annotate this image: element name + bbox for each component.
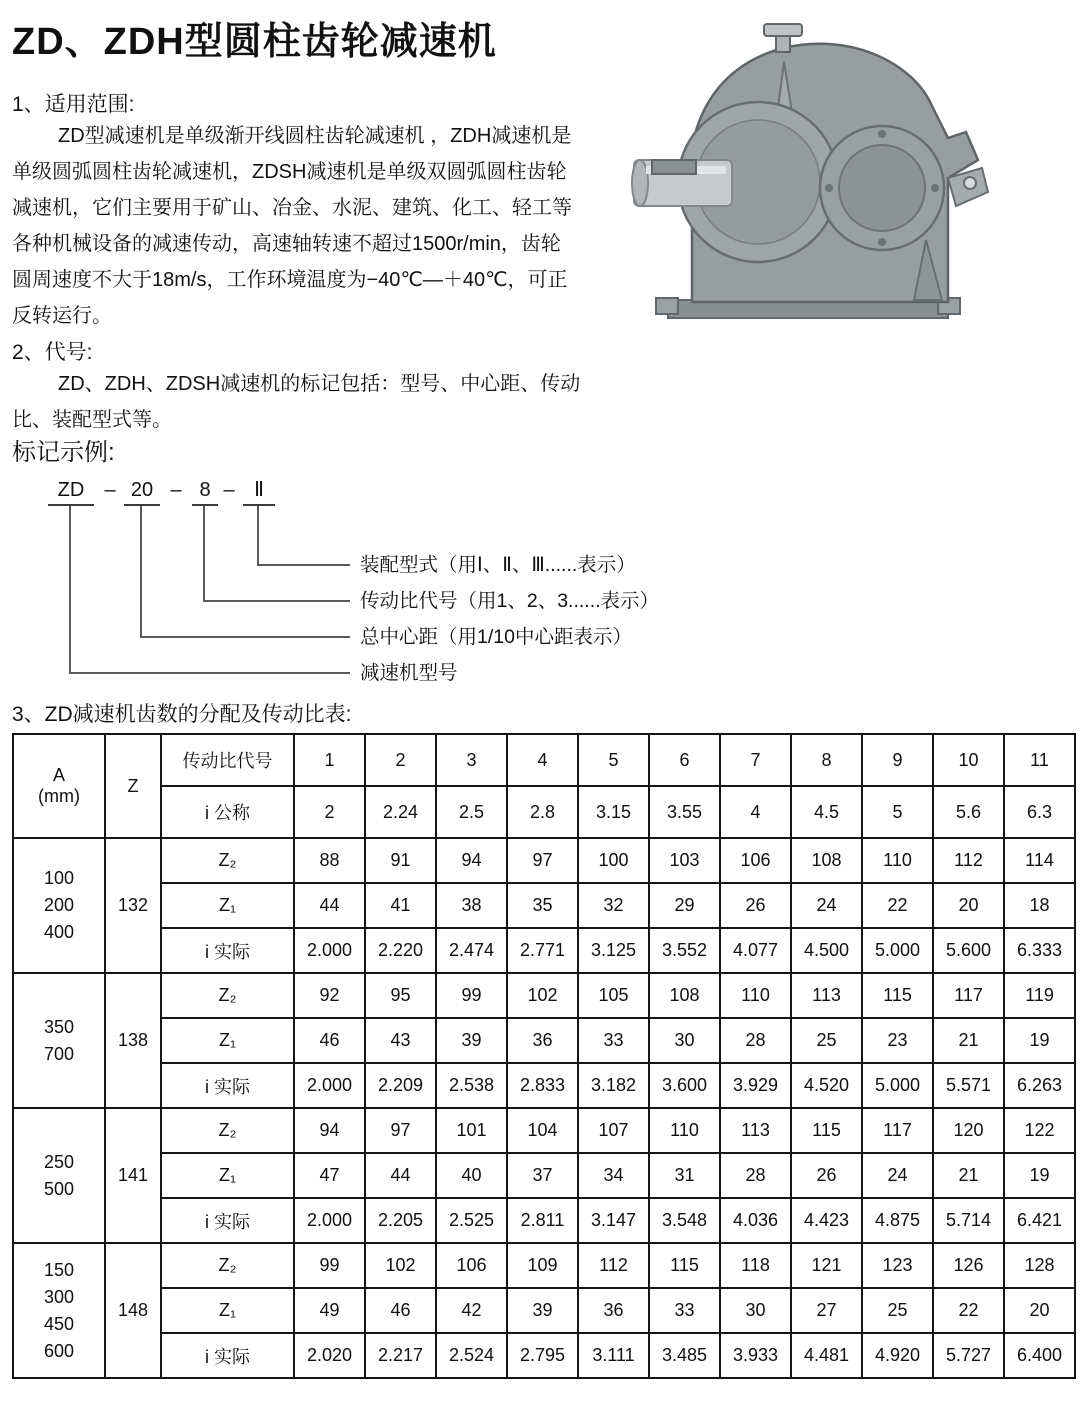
i-actual-cell: 3.552 — [649, 928, 720, 973]
base-foot-left — [656, 298, 678, 314]
a-value: 100 — [43, 868, 75, 888]
z2-cell: 112 — [933, 838, 1004, 883]
i-nominal-cell: 5 — [862, 786, 933, 838]
a-value: 700 — [43, 1043, 75, 1064]
z-total-cell: 138 — [105, 973, 161, 1108]
z1-cell: 35 — [507, 883, 578, 928]
z1-cell: 36 — [507, 1018, 578, 1063]
z1-cell: 39 — [436, 1018, 507, 1063]
z-total-cell: 148 — [105, 1243, 161, 1378]
leader-line — [69, 672, 350, 674]
z2-cell: 110 — [649, 1108, 720, 1153]
z-total-cell: 132 — [105, 838, 161, 973]
i-nominal-row-label: i 公称 — [161, 786, 294, 838]
z2-cell: 114 — [1004, 838, 1075, 883]
z1-cell: 24 — [862, 1153, 933, 1198]
a-value: 300 — [43, 1286, 75, 1307]
z1-cell: 29 — [649, 883, 720, 928]
i-actual-cell: 3.111 — [578, 1333, 649, 1378]
z2-cell: 113 — [720, 1108, 791, 1153]
ratio-code-cell: 3 — [436, 734, 507, 786]
i-actual-cell: 2.020 — [294, 1333, 365, 1378]
bolt — [878, 238, 886, 246]
i-actual-cell: 5.714 — [933, 1198, 1004, 1243]
i-actual-cell: 5.600 — [933, 928, 1004, 973]
leader-line — [140, 506, 142, 638]
z2-cell: 95 — [365, 973, 436, 1018]
ratio-code-cell: 4 — [507, 734, 578, 786]
end-cover-inner — [839, 145, 925, 231]
z1-cell: 30 — [720, 1288, 791, 1333]
ratio-code-cell: 1 — [294, 734, 365, 786]
z1-cell: 24 — [791, 883, 862, 928]
z2-cell: 97 — [365, 1108, 436, 1153]
text-line: 各种机械设备的减速传动，高速轴转速不超过1500r/min，齿轮 — [12, 233, 561, 255]
designation-diagram — [12, 478, 772, 700]
a-value: 250 — [43, 1151, 75, 1172]
z2-cell: 99 — [436, 973, 507, 1018]
breather-stem — [776, 36, 790, 52]
row-label-z2: Z₂ — [161, 838, 294, 883]
bolt — [825, 184, 833, 192]
z2-cell: 102 — [365, 1243, 436, 1288]
section3-heading: 3、ZD减速机齿数的分配及传动比表: — [12, 703, 352, 726]
z2-cell: 109 — [507, 1243, 578, 1288]
row-label-z1: Z₁ — [161, 1018, 294, 1063]
a-value: 450 — [43, 1313, 75, 1334]
z1-cell: 49 — [294, 1288, 365, 1333]
i-actual-cell: 2.220 — [365, 928, 436, 973]
ratio-code-cell: 6 — [649, 734, 720, 786]
z2-cell: 102 — [507, 973, 578, 1018]
section2-heading: 2、代号: — [12, 341, 93, 364]
col-a-header — [13, 734, 105, 838]
i-actual-cell: 2.474 — [436, 928, 507, 973]
table-row — [13, 883, 1075, 928]
i-actual-cell: 5.727 — [933, 1333, 1004, 1378]
table-row — [13, 1333, 1075, 1378]
leader-line — [257, 564, 350, 566]
z1-cell: 25 — [862, 1288, 933, 1333]
row-label-z1: Z₁ — [161, 1153, 294, 1198]
row-label-i-actual: i 实际 — [161, 1198, 294, 1243]
z1-cell: 32 — [578, 883, 649, 928]
z2-cell: 99 — [294, 1243, 365, 1288]
i-actual-cell: 3.147 — [578, 1198, 649, 1243]
a-value: 600 — [43, 1340, 75, 1361]
text-line: 反转运行。 — [12, 305, 112, 327]
i-actual-cell: 3.182 — [578, 1063, 649, 1108]
z2-cell: 94 — [436, 838, 507, 883]
a-value: 400 — [43, 922, 75, 942]
z1-cell: 19 — [1004, 1153, 1075, 1198]
col-z-header: Z — [105, 734, 161, 838]
table-row — [13, 734, 1075, 786]
leader-line — [203, 600, 350, 602]
z1-cell: 23 — [862, 1018, 933, 1063]
z2-cell: 105 — [578, 973, 649, 1018]
label-center-distance: 总中心距（用1/10中心距表示） — [360, 626, 632, 648]
row-label-i-actual: i 实际 — [161, 1063, 294, 1108]
i-actual-cell: 2.525 — [436, 1198, 507, 1243]
z2-cell: 113 — [791, 973, 862, 1018]
row-label-i-actual: i 实际 — [161, 1333, 294, 1378]
i-actual-cell: 2.524 — [436, 1333, 507, 1378]
a-value: 150 — [43, 1259, 75, 1280]
i-actual-cell: 2.205 — [365, 1198, 436, 1243]
z2-cell: 108 — [791, 838, 862, 883]
i-actual-cell: 2.771 — [507, 928, 578, 973]
i-nominal-cell: 2.5 — [436, 786, 507, 838]
z1-cell: 31 — [649, 1153, 720, 1198]
ratio-table — [12, 733, 1076, 1379]
z1-cell: 22 — [862, 883, 933, 928]
designation-dash: – — [104, 479, 116, 501]
z1-cell: 33 — [578, 1018, 649, 1063]
a-values-cell — [13, 1243, 105, 1378]
row-label-z2: Z₂ — [161, 973, 294, 1018]
table-row — [13, 838, 1075, 883]
z1-cell: 26 — [720, 883, 791, 928]
a-values-cell — [13, 838, 105, 973]
i-actual-cell: 6.333 — [1004, 928, 1075, 973]
z1-cell: 25 — [791, 1018, 862, 1063]
z2-cell: 112 — [578, 1243, 649, 1288]
ratio-code-cell: 7 — [720, 734, 791, 786]
row-label-z1: Z₁ — [161, 1288, 294, 1333]
z1-cell: 34 — [578, 1153, 649, 1198]
designation-model: ZD — [48, 478, 94, 506]
designation-center-distance: 20 — [124, 478, 160, 506]
z1-cell: 28 — [720, 1018, 791, 1063]
i-actual-cell: 2.795 — [507, 1333, 578, 1378]
designation-dash: – — [223, 479, 235, 501]
z2-cell: 128 — [1004, 1243, 1075, 1288]
i-actual-cell: 2.000 — [294, 1063, 365, 1108]
z2-cell: 97 — [507, 838, 578, 883]
i-actual-cell: 4.423 — [791, 1198, 862, 1243]
z1-cell: 20 — [933, 883, 1004, 928]
z1-cell: 21 — [933, 1018, 1004, 1063]
row-label-z1: Z₁ — [161, 883, 294, 928]
z2-cell: 91 — [365, 838, 436, 883]
i-actual-cell: 2.000 — [294, 928, 365, 973]
z1-cell: 44 — [365, 1153, 436, 1198]
ratio-code-row-label: 传动比代号 — [161, 734, 294, 786]
i-nominal-cell: 2.8 — [507, 786, 578, 838]
z1-cell: 37 — [507, 1153, 578, 1198]
i-actual-cell: 6.400 — [1004, 1333, 1075, 1378]
z2-cell: 101 — [436, 1108, 507, 1153]
z1-cell: 36 — [578, 1288, 649, 1333]
i-actual-cell: 4.036 — [720, 1198, 791, 1243]
i-actual-cell: 5.571 — [933, 1063, 1004, 1108]
designation-ratio-code: 8 — [192, 478, 218, 506]
shaft-end — [632, 160, 648, 206]
ratio-code-cell: 2 — [365, 734, 436, 786]
table-row — [13, 1108, 1075, 1153]
lug-hole — [964, 177, 976, 189]
z1-cell: 44 — [294, 883, 365, 928]
z1-cell: 30 — [649, 1018, 720, 1063]
text-line: ZD型减速机是单级渐开线圆柱齿轮减速机 ，ZDH减速机是 — [58, 125, 572, 147]
i-actual-cell: 2.217 — [365, 1333, 436, 1378]
row-label-z2: Z₂ — [161, 1108, 294, 1153]
z2-cell: 108 — [649, 973, 720, 1018]
z1-cell: 20 — [1004, 1288, 1075, 1333]
z1-cell: 19 — [1004, 1018, 1075, 1063]
i-actual-cell: 4.077 — [720, 928, 791, 973]
z1-cell: 22 — [933, 1288, 1004, 1333]
i-actual-cell: 3.929 — [720, 1063, 791, 1108]
z1-cell: 46 — [294, 1018, 365, 1063]
bolt — [931, 184, 939, 192]
z1-cell: 26 — [791, 1153, 862, 1198]
left-bracket — [652, 160, 696, 174]
designation-assembly: Ⅱ — [243, 478, 275, 506]
table-row — [13, 1243, 1075, 1288]
table-row — [13, 1153, 1075, 1198]
leader-line — [69, 506, 71, 674]
marking-example-heading: 标记示例: — [12, 439, 115, 466]
i-actual-cell: 2.209 — [365, 1063, 436, 1108]
table-row — [13, 1063, 1075, 1108]
i-actual-cell: 3.485 — [649, 1333, 720, 1378]
z2-cell: 110 — [862, 838, 933, 883]
i-actual-cell: 3.548 — [649, 1198, 720, 1243]
text-line: ZD、ZDH、ZDSH减速机的标记包括：型号、中心距、传动 — [58, 373, 581, 395]
section2-paragraph — [12, 366, 590, 438]
label-ratio-code: 传动比代号（用1、2、3......表示） — [360, 590, 660, 612]
ratio-code-cell: 9 — [862, 734, 933, 786]
z2-cell: 120 — [933, 1108, 1004, 1153]
z2-cell: 121 — [791, 1243, 862, 1288]
z2-cell: 122 — [1004, 1108, 1075, 1153]
z1-cell: 40 — [436, 1153, 507, 1198]
page-title: ZD、ZDH型圆柱齿轮减速机 — [12, 21, 497, 63]
i-actual-cell: 3.125 — [578, 928, 649, 973]
z2-cell: 107 — [578, 1108, 649, 1153]
leader-line — [257, 506, 259, 566]
z1-cell: 43 — [365, 1018, 436, 1063]
table-row — [13, 786, 1075, 838]
z2-cell: 88 — [294, 838, 365, 883]
text-line: 单级圆弧圆柱齿轮减速机，ZDSH减速机是单级双圆弧圆柱齿轮 — [12, 161, 567, 183]
leader-line — [203, 506, 205, 602]
i-actual-cell: 6.421 — [1004, 1198, 1075, 1243]
z1-cell: 33 — [649, 1288, 720, 1333]
i-actual-cell: 4.481 — [791, 1333, 862, 1378]
i-nominal-cell: 4 — [720, 786, 791, 838]
z1-cell: 46 — [365, 1288, 436, 1333]
z2-cell: 115 — [791, 1108, 862, 1153]
row-label-i-actual: i 实际 — [161, 928, 294, 973]
z2-cell: 115 — [862, 973, 933, 1018]
z2-cell: 117 — [862, 1108, 933, 1153]
i-actual-cell: 2.811 — [507, 1198, 578, 1243]
text-line: 比、装配型式等。 — [12, 409, 172, 431]
i-nominal-cell: 4.5 — [791, 786, 862, 838]
z1-cell: 39 — [507, 1288, 578, 1333]
i-actual-cell: 3.933 — [720, 1333, 791, 1378]
z1-cell: 18 — [1004, 883, 1075, 928]
ratio-code-cell: 11 — [1004, 734, 1075, 786]
a-value: 200 — [43, 895, 75, 915]
i-actual-cell: 4.875 — [862, 1198, 933, 1243]
z2-cell: 106 — [720, 838, 791, 883]
bolt — [878, 130, 886, 138]
label-model-number: 减速机型号 — [360, 662, 458, 684]
table-row — [13, 928, 1075, 973]
designation-dash: – — [170, 479, 182, 501]
z1-cell: 21 — [933, 1153, 1004, 1198]
leader-line — [140, 636, 350, 638]
ratio-code-cell: 10 — [933, 734, 1004, 786]
i-actual-cell: 2.000 — [294, 1198, 365, 1243]
i-nominal-cell: 6.3 — [1004, 786, 1075, 838]
i-actual-cell: 6.263 — [1004, 1063, 1075, 1108]
i-nominal-cell: 3.15 — [578, 786, 649, 838]
i-actual-cell: 3.600 — [649, 1063, 720, 1108]
i-actual-cell: 2.833 — [507, 1063, 578, 1108]
z2-cell: 110 — [720, 973, 791, 1018]
text-line: 圆周速度不大于18m/s，工作环境温度为−40℃—＋40℃，可正 — [12, 269, 568, 291]
i-nominal-cell: 2 — [294, 786, 365, 838]
z2-cell: 118 — [720, 1243, 791, 1288]
table-row — [13, 1018, 1075, 1063]
i-actual-cell: 5.000 — [862, 928, 933, 973]
a-value: 500 — [43, 1178, 75, 1199]
table-row — [13, 973, 1075, 1018]
z2-cell: 126 — [933, 1243, 1004, 1288]
z1-cell: 27 — [791, 1288, 862, 1333]
a-unit: (mm) — [38, 786, 80, 806]
i-actual-cell: 4.500 — [791, 928, 862, 973]
row-label-z2: Z₂ — [161, 1243, 294, 1288]
i-nominal-cell: 3.55 — [649, 786, 720, 838]
z2-cell: 103 — [649, 838, 720, 883]
label-assembly-type: 装配型式（用Ⅰ、Ⅱ、Ⅲ......表示） — [360, 554, 636, 576]
z-total-cell: 141 — [105, 1108, 161, 1243]
section1-paragraph — [12, 118, 590, 334]
i-actual-cell: 4.520 — [791, 1063, 862, 1108]
z2-cell: 92 — [294, 973, 365, 1018]
text-line: 减速机，它们主要用于矿山、冶金、水泥、建筑、化工、轻工等 — [12, 197, 572, 219]
table-row — [13, 1198, 1075, 1243]
a-value: 350 — [43, 1016, 75, 1037]
z2-cell: 115 — [649, 1243, 720, 1288]
i-actual-cell: 5.000 — [862, 1063, 933, 1108]
z2-cell: 100 — [578, 838, 649, 883]
z1-cell: 47 — [294, 1153, 365, 1198]
ratio-code-cell: 5 — [578, 734, 649, 786]
gear-reducer-photo — [626, 10, 1026, 342]
z1-cell: 38 — [436, 883, 507, 928]
z1-cell: 41 — [365, 883, 436, 928]
z2-cell: 94 — [294, 1108, 365, 1153]
table-row — [13, 1288, 1075, 1333]
z2-cell: 123 — [862, 1243, 933, 1288]
z2-cell: 104 — [507, 1108, 578, 1153]
z1-cell: 28 — [720, 1153, 791, 1198]
i-nominal-cell: 5.6 — [933, 786, 1004, 838]
a-label: A — [52, 765, 65, 785]
breather-cap — [764, 24, 802, 36]
a-values-cell — [13, 973, 105, 1108]
z1-cell: 42 — [436, 1288, 507, 1333]
z2-cell: 119 — [1004, 973, 1075, 1018]
z2-cell: 106 — [436, 1243, 507, 1288]
i-actual-cell: 2.538 — [436, 1063, 507, 1108]
section1-heading: 1、适用范围: — [12, 93, 135, 116]
i-nominal-cell: 2.24 — [365, 786, 436, 838]
z2-cell: 117 — [933, 973, 1004, 1018]
ratio-code-cell: 8 — [791, 734, 862, 786]
a-values-cell — [13, 1108, 105, 1243]
i-actual-cell: 4.920 — [862, 1333, 933, 1378]
